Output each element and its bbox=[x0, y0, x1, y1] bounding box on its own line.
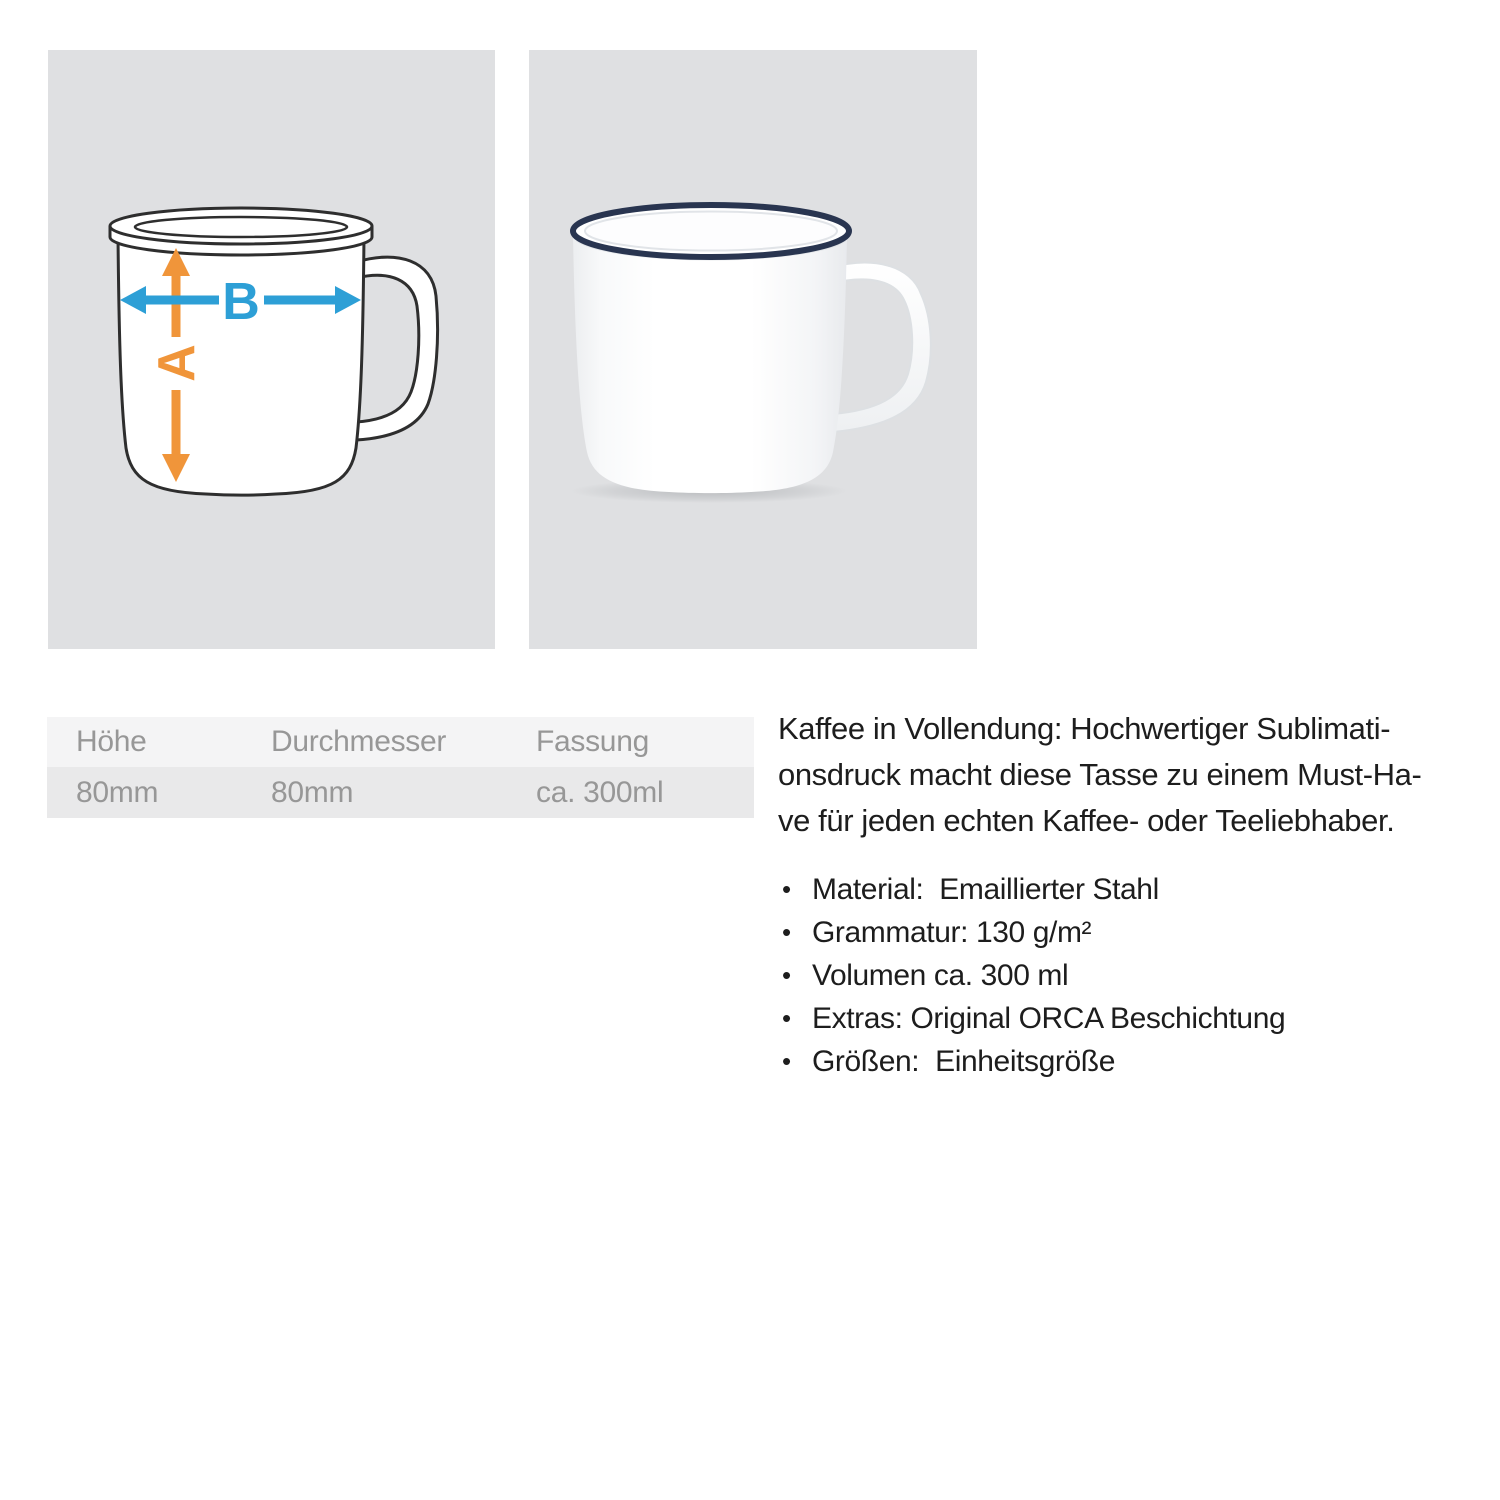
diagram-mug-opening bbox=[135, 217, 347, 237]
bullet-icon: • bbox=[782, 917, 791, 947]
bullet-icon: • bbox=[782, 874, 791, 904]
bullet-icon: • bbox=[782, 1003, 791, 1033]
product-description bbox=[778, 706, 1468, 1083]
bullet-icon: • bbox=[782, 960, 791, 990]
size-table-value-hoehe: 80mm bbox=[76, 775, 159, 809]
list-item bbox=[778, 868, 1468, 911]
size-table-header-durchmesser: Durchmesser bbox=[271, 725, 447, 758]
spec-groessen: Größen: Einheitsgröße bbox=[812, 1045, 1116, 1078]
diameter-label: B bbox=[222, 273, 260, 331]
size-table-value-fassung: ca. 300ml bbox=[536, 775, 664, 809]
description-line: Kaffee in Vollendung: Hochwertiger Sublimati- bbox=[778, 711, 1391, 746]
height-label: A bbox=[148, 344, 206, 382]
bullet-icon: • bbox=[782, 1046, 791, 1076]
size-table-value-durchmesser: 80mm bbox=[271, 775, 354, 809]
size-diagram-panel bbox=[48, 50, 495, 649]
list-item bbox=[778, 997, 1468, 1040]
spec-extras: Extras: Original ORCA Beschichtung bbox=[812, 1002, 1286, 1035]
description-line: onsdruck macht diese Tasse zu einem Must-Ha- bbox=[778, 757, 1422, 792]
list-item bbox=[778, 911, 1468, 954]
enamel-mug-photo bbox=[529, 50, 977, 649]
size-table bbox=[47, 717, 754, 818]
size-table-data-row bbox=[47, 767, 754, 818]
size-table-header-hoehe: Höhe bbox=[76, 725, 147, 758]
list-item bbox=[778, 1040, 1468, 1083]
list-item bbox=[778, 954, 1468, 997]
product-spec-list bbox=[778, 868, 1468, 1083]
photo-mug-opening bbox=[585, 212, 837, 251]
size-table-header-fassung: Fassung bbox=[536, 725, 649, 758]
description-line: ve für jeden echten Kaffee- oder Teeliebhaber. bbox=[778, 803, 1395, 838]
mug-dimension-diagram bbox=[48, 50, 495, 649]
photo-mug-body bbox=[573, 236, 847, 493]
product-photo-panel bbox=[529, 50, 977, 649]
diagram-mug-handle bbox=[356, 257, 438, 440]
spec-grammatur: Grammatur: 130 g/m² bbox=[812, 916, 1092, 949]
spec-material: Material: Emaillierter Stahl bbox=[812, 873, 1159, 906]
spec-volumen: Volumen ca. 300 ml bbox=[812, 959, 1069, 992]
size-table-header-row bbox=[47, 717, 754, 767]
